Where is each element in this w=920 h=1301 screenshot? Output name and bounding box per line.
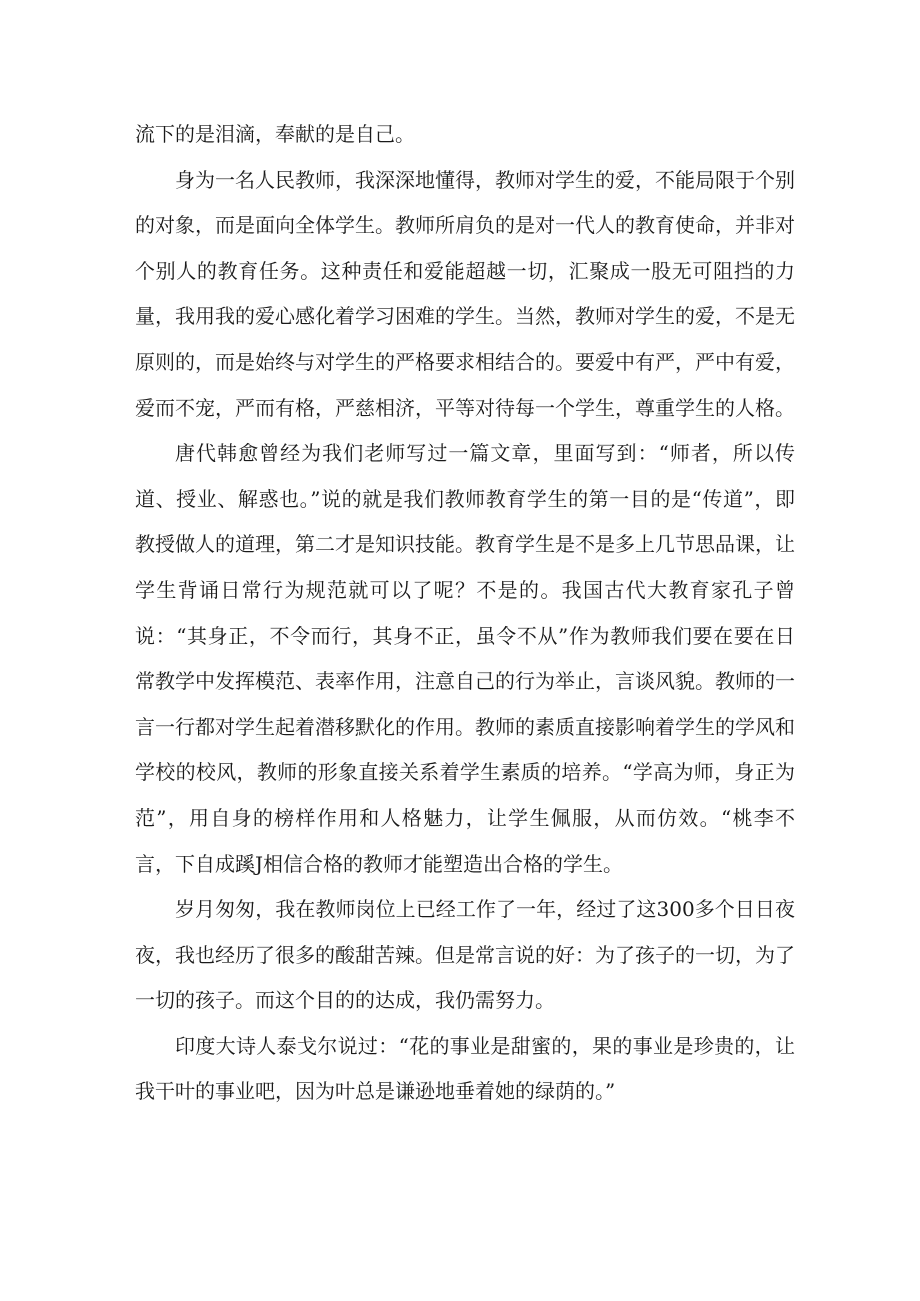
paragraph-teacher-love: 身为一名人民教师，我深深地懂得，教师对学生的爱，不能局限于个别的对象，而是面向全体学生。教师所肩负的是对一代人的教育使命，并非对个别人的教育任务。这种责任和爱能超越一切，汇聚成一股无可阻挡的力量，我用我的爱心感化着学习困难的学生。当然，教师对学生的爱，不是无原则的，而是始终与对学生的严格要求相结合的。要爱中有严，严中有爱，爱而不宠，严而有格，严慈相济，平等对待每一个学生，尊重学生的人格。	[135, 167, 795, 420]
paragraph-continuation: 流下的是泪滴，奉献的是自己。	[135, 122, 415, 146]
paragraph-han-yu-quote: 唐代韩愈曾经为我们老师写过一篇文章，里面写到：“师者，所以传道、授业、解惑也。”说的就是我们教师教育学生的第一目的是“传道”，即教授做人的道理，第二才是知识技能。教育学生是不是多上几节思品课，让学生背诵日常行为规范就可以了呢？不是的。我国古代大教育家孔子曾说：“其身正，不令而行，其身不正，虽令不从”作为教师我们要在要在日常教学中发挥模范、表率作用，注意自己的行为举止，言谈风貌。教师的一言一行都对学生起着潜移默化的作用。教师的素质直接影响着学生的学风和学校的校风，教师的形象直接关系着学生素质的培养。“学高为师，身正为范”，用自身的榜样作用和人格魅力，让学生佩服，从而仿效。“桃李不言，下自成蹊J相信合格的教师才能塑造出合格的学生。	[135, 441, 795, 876]
document-body	[135, 112, 795, 1115]
paragraph-one-year: 岁月匆匆，我在教师岗位上已经工作了一年，经过了这300多个日日夜夜，我也经历了很多的酸甜苦辣。但是常言说的好：为了孩子的一切，为了一切的孩子。而这个目的的达成，我仍需努力。	[135, 897, 795, 1013]
paragraph-tagore-quote: 印度大诗人泰戈尔说过：“花的事业是甜蜜的，果的事业是珍贵的，让我干叶的事业吧，因为叶总是谦逊地垂着她的绿荫的。”	[135, 1033, 795, 1104]
